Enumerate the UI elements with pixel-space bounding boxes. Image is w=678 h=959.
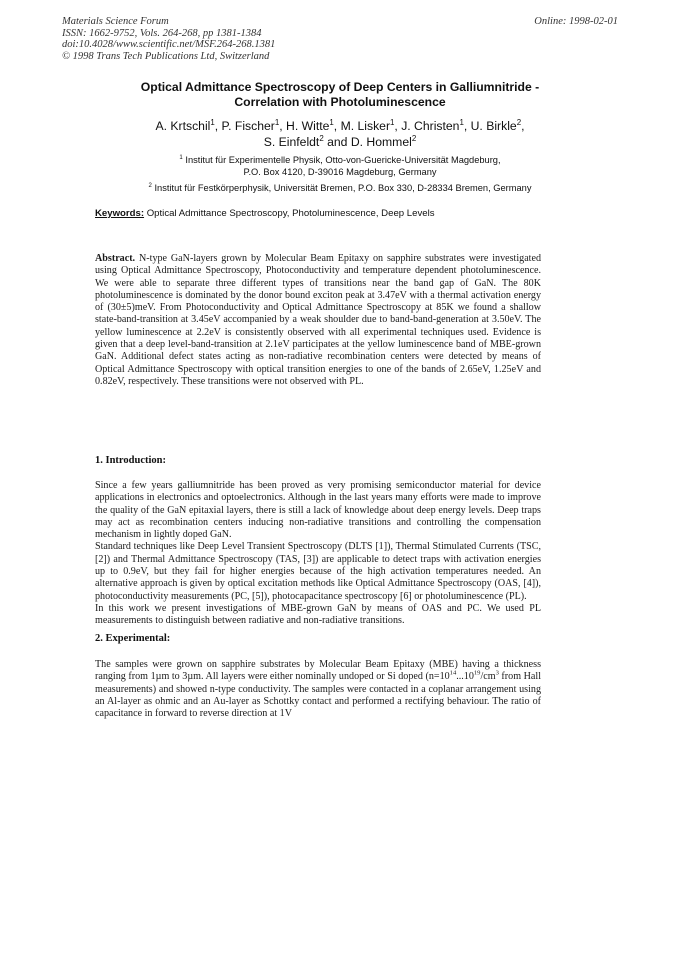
- title-line-2: Correlation with Photoluminescence: [234, 95, 446, 109]
- author: P. Fischer: [221, 119, 275, 133]
- keywords: [95, 208, 435, 219]
- title-line-1: Optical Admittance Spectroscopy of Deep Centers in Galliumnitride -: [140, 80, 540, 94]
- author-line-1: A. Krtschil$^1$, P. Fischer$^1$, H. Witte$^1$, M. Lisker$^1$, J. Christen$^1$, U. Birkle$^2$,: [155, 117, 525, 133]
- paragraph: Since a few years galliumnitride has been proved as very promising semiconductor material for device applications in electronics and optoelectronics. Although in the last years many efforts were made to improve the quality of the GaN epitaxial layers, there is still a lack of knowledge about deep energy levels. Deep traps may act as recombination centers inducing non-radiative transitions and controlling the compensation mechanism in lightly doped GaN.: [95, 480, 541, 541]
- author: S. Einfeldt: [263, 135, 320, 149]
- author-line-2: S. Einfeldt$^2$ and D. Hommel$^2$: [263, 133, 417, 149]
- abstract: [95, 253, 541, 388]
- section-heading-experimental: 2. Experimental:: [95, 633, 171, 644]
- author: H. Witte: [286, 119, 330, 133]
- abstract-text: N-type GaN-layers grown by Molecular Beam Epitaxy on sapphire substrates were investigated using Optical Admittance Spectroscopy, Photoconductivity and temperature dependent photoluminescence. We were able to separate three different types of transitions near the band gap of GaN. The 80K photoluminescence is dominated by the donor bound exciton peak at 3.47eV with a thermal activation energy of (30±5)meV. From Photoconductivity and Optical Admittance Spectroscopy at 85K we found a shallow state-band-transition at 3.45eV accompanied by a weak shoulder due to band-band-generation at 3.50eV. The yellow luminescence at 2.2eV is consistently observed with all experimental techniques used. Evidence is given that a deep level-band-transition at 2.1eV participates at the yellow luminescence band of MBE-grown GaN. Additional defect states acting as non-radiative recombination centers were detected by means of Optical Admittance Spectroscopy with optical transition energies to one of the bands of 2.65eV, 1.25eV and 0.82eV, respectively. These transitions were not observed with PL.: [95, 253, 542, 387]
- paragraph: The samples were grown on sapphire substrates by Molecular Beam Epitaxy (MBE) having a thickness ranging from 1µm to 3µm. All layers were either nominally undoped or Si doped ($n=10^{14}...10^{19}/cm^3$ from Hall measurements) and showed n-type conductivity. The samples were contacted in a coplanar arrangement using an Al-layer as ohmic and an Au-layer as Schottky contact and performed a rectifying behaviour. The ratio of capacitance in forward to reverse direction at 1V: [95, 659, 542, 720]
- doi: doi:10.4028/www.scientific.net/MSF.264-268.1381: [62, 39, 276, 50]
- affiliation-1: $^1$ Institut für Experimentelle Physik, Otto-von-Guericke-Universität Magdeburg, P.O. Box 4120, D-39016 Magdeburg, Germany: [179, 154, 501, 177]
- author: U. Birkle: [470, 119, 517, 133]
- keywords-label: Keywords:: [95, 208, 145, 219]
- author: M. Lisker: [340, 119, 390, 133]
- section-heading-introduction: 1. Introduction:: [95, 455, 166, 466]
- copyright: © 1998 Trans Tech Publications Ltd, Switzerland: [62, 50, 270, 62]
- online-date: Online: 1998-02-01: [534, 16, 618, 27]
- issn: ISSN: 1662-9752, Vols. 264-268, pp 1381-1384: [62, 27, 262, 39]
- journal-header: [62, 16, 275, 62]
- experimental-text: [95, 659, 541, 720]
- author: A. Krtschil: [155, 119, 211, 133]
- journal-name: Materials Science Forum: [62, 16, 169, 27]
- introduction-text: [95, 480, 541, 628]
- keywords-text: Optical Admittance Spectroscopy, Photoluminescence, Deep Levels: [146, 208, 435, 219]
- author: J. Christen: [401, 119, 460, 133]
- author: D. Hommel: [350, 135, 412, 149]
- paragraph: Standard techniques like Deep Level Transient Spectroscopy (DLTS [1]), Thermal Stimulated Currents (TSC, [2]) and Thermal Admittance Spectroscopy (TAS, [3]) are applicable to detect traps with activation energies up to 0.9eV, but they fail for higher energies because of the high activation temperatures needed. An alternative approach is given by optical excitation methods like Optical Admittance Spectroscopy (OAS, [4]), photoconductivity measurements (PC, [5]), photocapacitance spectroscopy [6] or photoluminescence (PL).: [95, 541, 541, 602]
- author-list: [80, 118, 600, 150]
- paragraph: In this work we present investigations of MBE-grown GaN by means of OAS and PC. We used PL measurements to distinguish between radiative and non-radiative transitions.: [95, 602, 541, 627]
- paper-title: [70, 80, 610, 110]
- affiliation-2: $^2$ Institut für Festkörperphysik, Universität Bremen, P.O. Box 330, D-28334 Bremen, Germany: [148, 182, 532, 193]
- abstract-label: Abstract.: [95, 253, 136, 264]
